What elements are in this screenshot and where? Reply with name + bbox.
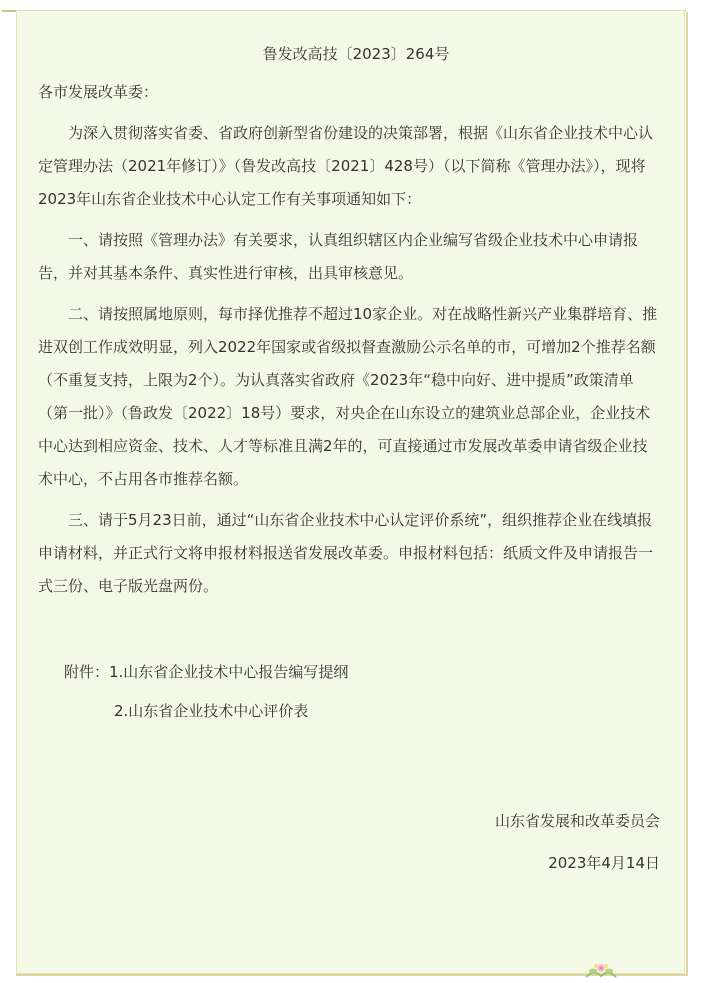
document-date: 2023年4月14日 bbox=[548, 854, 660, 872]
paragraph-item-2: 二、请按照属地原则，每市择优推荐不超过10家企业。对在战略性新兴产业集群培育、推进双创工作成效明显，列入2022年国家或省级拟督查激励公示名单的市，可增加2个推荐名额（不重复支持，上限为2个）。为认真落实省政府《2023年“稳中向好、进中提质”政策清单（第一批）》（鲁政发〔2022〕18号）要求，对央企在山东设立的建筑业总部企业，企业技术中心达到相应资金、技术、人才等标准且满2年的，可直接通过市发展改革委申请省级企业技术中心，不占用各市推荐名额。 bbox=[38, 305, 658, 488]
paragraph-item-1: 一、请按照《管理办法》有关要求，认真组织辖区内企业编写省级企业技术中心申请报告，并对其基本条件、真实性进行审核，出具审核意见。 bbox=[38, 231, 639, 282]
flower-decoration-icon bbox=[584, 961, 618, 979]
paragraph-intro: 为深入贯彻落实省委、省政府创新型省份建设的决策部署，根据《山东省企业技术中心认定管理办法（2021年修订）》（鲁发改高技〔2021〕428号）（以下简称《管理办法》），现将2023年山东省企业技术中心认定工作有关事项通知如下： bbox=[38, 124, 654, 208]
document-number: 鲁发改高技〔2023〕264号 bbox=[262, 45, 450, 63]
attachment-2: 2.山东省企业技术中心评价表 bbox=[114, 702, 309, 720]
signer: 山东省发展和改革委员会 bbox=[494, 812, 660, 830]
frame-right-border bbox=[686, 12, 688, 975]
salutation: 各市发展改革委： bbox=[38, 83, 159, 101]
paragraph-item-3: 三、请于5月23日前，通过“山东省企业技术中心认定评价系统”，组织推荐企业在线填报申请材料，并正式行文将申报材料报送省发展改革委。申报材料包括：纸质文件及申请报告一式三份、电子版光盘两份。 bbox=[38, 511, 654, 595]
document-body bbox=[38, 38, 662, 880]
attachment-1: 附件：1.山东省企业技术中心报告编写提纲 bbox=[64, 663, 349, 681]
